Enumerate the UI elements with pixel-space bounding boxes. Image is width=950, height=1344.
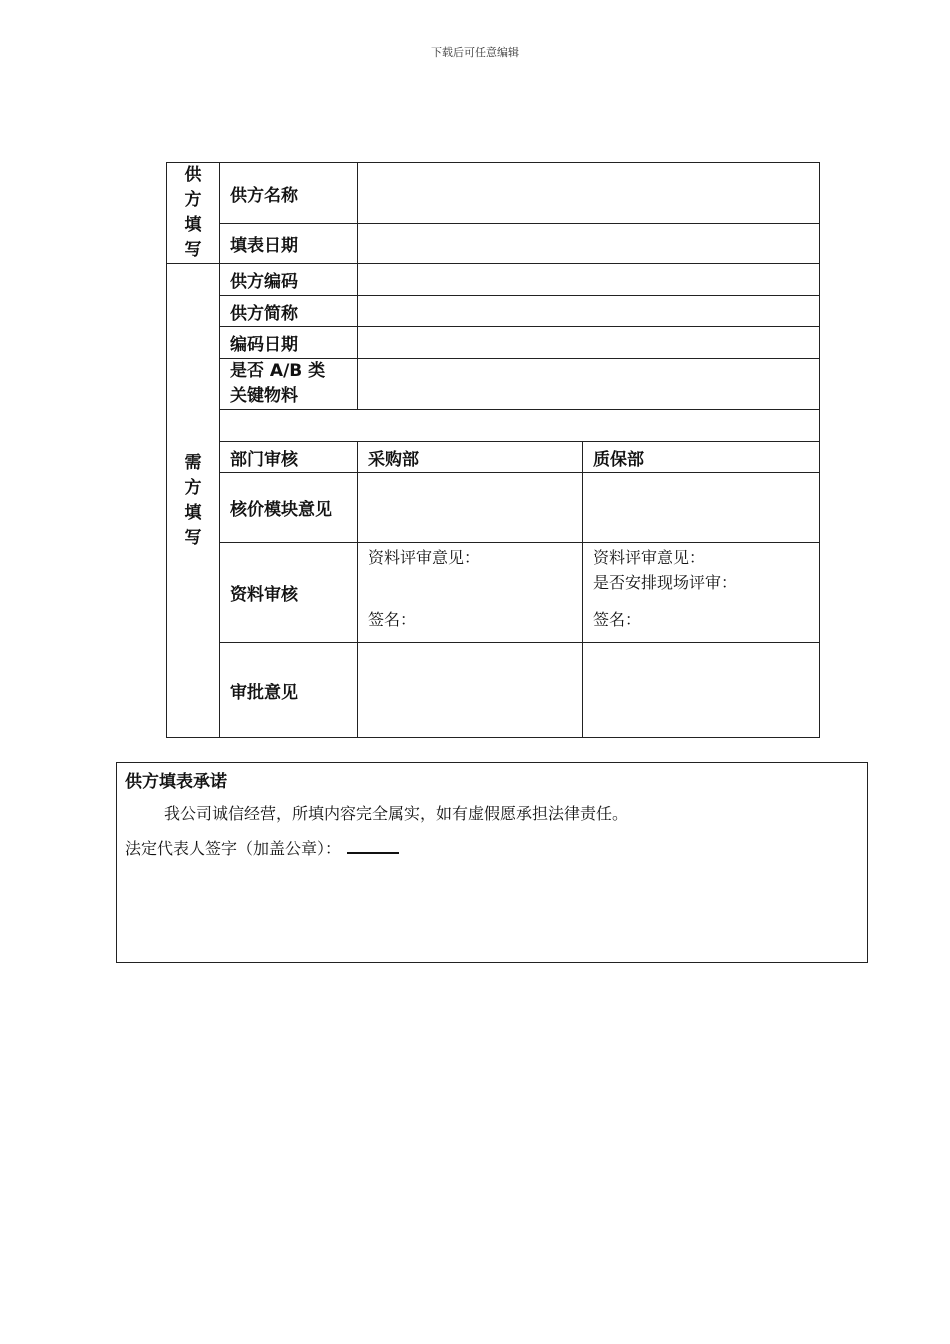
legal-rep-signature-line: [125, 836, 399, 859]
quality-header: 质保部: [583, 442, 820, 473]
doc-review-opinion-label: 资料评审意见：: [593, 548, 706, 567]
blank-row: [220, 410, 820, 442]
supplier-code-label: 供方编码: [220, 264, 358, 296]
supplier-registration-table: [166, 162, 820, 738]
signature-label: 签名：: [593, 610, 642, 629]
supplier-name-field[interactable]: [358, 163, 820, 224]
dept-review-label: 部门审核: [220, 442, 358, 473]
fill-date-field[interactable]: [358, 224, 820, 264]
purchasing-header: 采购部: [358, 442, 583, 473]
is-ab-field[interactable]: [358, 359, 820, 410]
code-date-label: 编码日期: [220, 327, 358, 359]
supplier-short-field[interactable]: [358, 296, 820, 327]
signature-blank[interactable]: [347, 838, 399, 854]
doc-review-label: 资料审核: [220, 543, 358, 643]
is-ab-label: 是否 A/B 类 关键物料: [220, 359, 358, 410]
supplier-promise-box: [116, 762, 868, 963]
quality-pricing-field[interactable]: [583, 473, 820, 543]
purchasing-doc-review-cell[interactable]: [358, 543, 583, 643]
promise-statement: 我公司诚信经营，所填内容完全属实，如有虚假愿承担法律责任。: [164, 804, 629, 823]
purchasing-pricing-field[interactable]: [358, 473, 583, 543]
site-review-label: 是否安排现场评审：: [593, 573, 738, 592]
supplier-name-label: 供方名称: [220, 163, 358, 224]
doc-review-opinion-label: 资料评审意见：: [368, 548, 481, 567]
code-date-field[interactable]: [358, 327, 820, 359]
page-header: 下载后可任意编辑: [431, 46, 519, 59]
supplier-section-label: 供 方 填 写: [167, 163, 220, 264]
quality-approval-field[interactable]: [583, 643, 820, 738]
fill-date-label: 填表日期: [220, 224, 358, 264]
signature-label: 签名：: [368, 610, 417, 629]
supplier-code-field[interactable]: [358, 264, 820, 296]
approval-label: 审批意见: [220, 643, 358, 738]
purchasing-approval-field[interactable]: [358, 643, 583, 738]
quality-doc-review-cell[interactable]: [583, 543, 820, 643]
legal-rep-signature-label: 法定代表人签字（加盖公章）：: [125, 839, 342, 858]
promise-title: 供方填表承诺: [125, 772, 227, 792]
demand-section-label: 需 方 填 写: [167, 264, 220, 738]
pricing-opinion-label: 核价模块意见: [220, 473, 358, 543]
supplier-short-label: 供方简称: [220, 296, 358, 327]
